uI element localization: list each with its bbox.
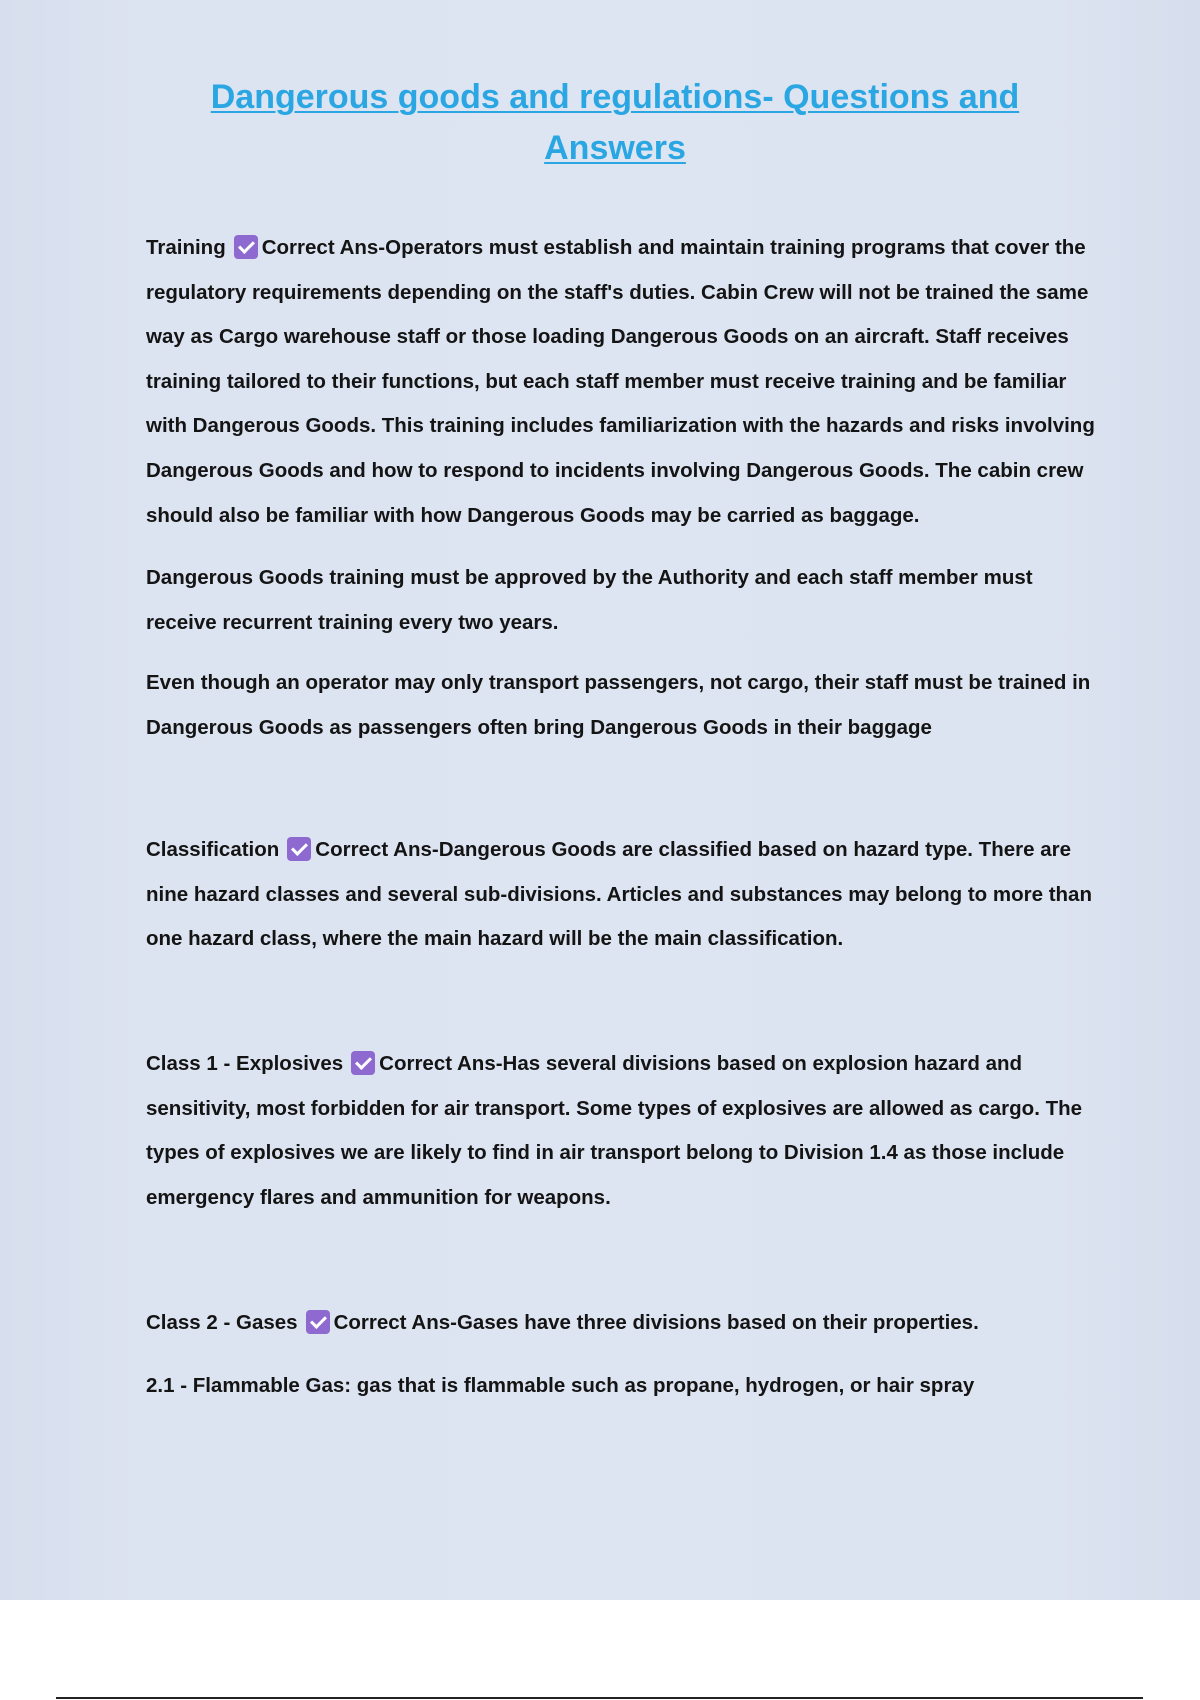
checkbox-checked-icon: [287, 837, 311, 861]
checkbox-checked-icon: [306, 1310, 330, 1334]
qa-answer: Correct Ans-Has several divisions based on explosion hazard and sensitivity, most forbidden for air transport. Some types of explosives are allowed as cargo. The types of explosives we are likely to find in air transport belong to Division 1.4 as those include emergency flares and ammunition for weapons.: [146, 1052, 1083, 1209]
qa-item-classification: [146, 828, 1096, 962]
checkbox-checked-icon: [234, 235, 258, 259]
checkbox-checked-icon: [351, 1051, 375, 1075]
training-paragraph: Dangerous Goods training must be approved by the Authority and each staff member must receive recurrent training every two years.: [146, 566, 1033, 634]
gas-division-paragraph: 2.1 - Flammable Gas: gas that is flammable such as propane, hydrogen, or hair spray: [146, 1374, 975, 1397]
qa-term: Classification: [146, 838, 280, 861]
training-paragraph: Even though an operator may only transport passengers, not cargo, their staff must be trained in Dangerous Goods as passengers often bring Dangerous Goods in their baggage: [146, 671, 1091, 739]
qa-answer: Correct Ans-Gases have three divisions based on their properties.: [333, 1311, 979, 1334]
qa-term: Class 1 - Explosives: [146, 1052, 344, 1075]
document-title: Dangerous goods and regulations- Questions and Answers: [210, 78, 1020, 167]
qa-term: Class 2 - Gases: [146, 1311, 298, 1334]
qa-term: Training: [146, 236, 226, 259]
qa-item-class-1-explosives: [146, 1042, 1096, 1220]
qa-item-training: [146, 226, 1096, 538]
qa-answer: Correct Ans-Operators must establish and maintain training programs that cover the regulatory requirements depending on the staff's duties. Cabin Crew will not be trained the same way as Cargo warehouse staff or those loading Dangerous Goods on an aircraft. Staff receives training tailored to their functions, but each staff member must receive training and be familiar with Dangerous Goods. This training includes familiarization with the hazards and risks involving Dangerous Goods and how to respond to incidents involving Dangerous Goods. The cabin crew should also be familiar with how Dangerous Goods may be carried as baggage.: [146, 236, 1095, 527]
footer-divider: [56, 1697, 1143, 1699]
qa-item-class-2-gases: [146, 1301, 1096, 1346]
qa-answer: Correct Ans-Dangerous Goods are classified based on hazard type. There are nine hazard classes and several sub-divisions. Articles and substances may belong to more than one hazard class, where the main hazard will be the main classification.: [146, 838, 1092, 951]
